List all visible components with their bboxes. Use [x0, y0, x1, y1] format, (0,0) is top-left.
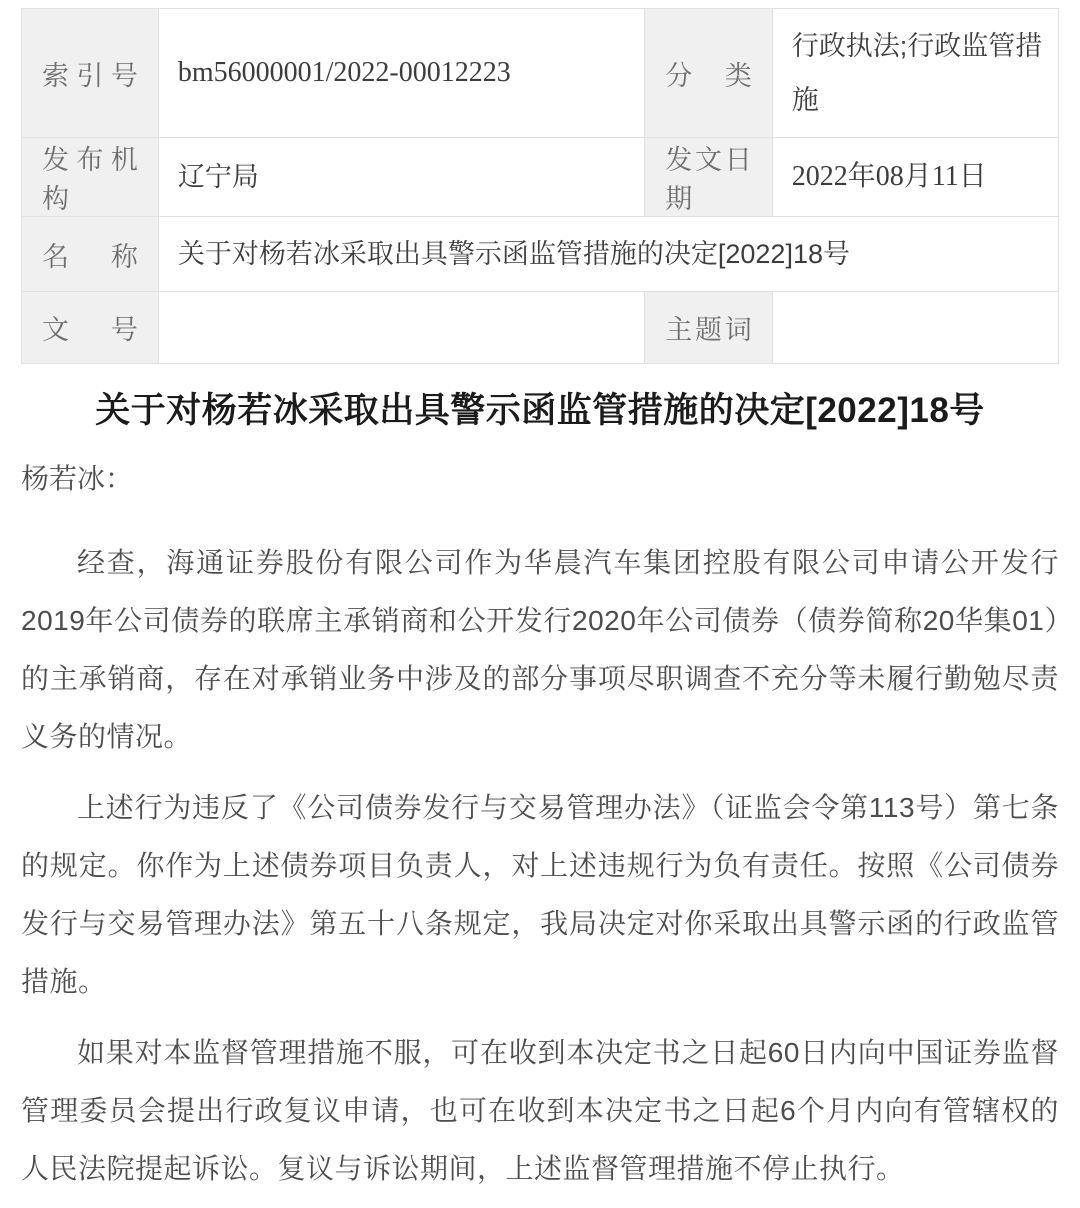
publish-date-value: 2022年08月11日 [772, 138, 1058, 217]
meta-row-issuer-date [22, 138, 1059, 217]
subject-value [772, 292, 1058, 364]
subject-label: 主题词 [665, 315, 752, 345]
name-value: 关于对杨若冰采取出具警示函监管措施的决定[2022]18号 [158, 217, 1058, 292]
meta-row-docnumber-subject [22, 292, 1059, 364]
doc-number-label-cell [22, 292, 159, 364]
index-label: 索引号 [42, 60, 138, 91]
index-label-cell [22, 9, 159, 138]
category-value: 行政执法;行政监管措施 [772, 9, 1058, 138]
paragraph-appeal-rights: 如果对本监督管理措施不服，可在收到本决定书之日起60日内向中国证券监督管理委员会提出行政复议申请，也可在收到本决定书之日起6个月内向有管辖权的人民法院提起诉讼。复议与诉讼期间，上述监督管理措施不停止执行。 [21, 1037, 1059, 1184]
issuer-value: 辽宁局 [158, 138, 644, 217]
category-label-cell [645, 9, 773, 138]
publish-date-label: 发文日期 [665, 145, 752, 214]
issuer-label-cell [22, 138, 159, 217]
paragraph-findings: 经查，海通证券股份有限公司作为华晨汽车集团控股有限公司申请公开发行2019年公司债券的联席主承销商和公开发行2020年公司债券（债券简称20华集01）的主承销商，存在对承销业务中涉及的部分事项尽职调查不充分等未履行勤勉尽责义务的情况。 [21, 547, 1059, 752]
issuer-label: 发布机构 [42, 145, 138, 214]
doc-number-label: 文号 [42, 315, 138, 345]
name-label-cell [22, 217, 159, 292]
publish-date-label-cell [645, 138, 773, 217]
paragraph-decision: 上述行为违反了《公司债券发行与交易管理办法》（证监会令第113号）第七条的规定。你作为上述债券项目负责人，对上述违规行为负有责任。按照《公司债券发行与交易管理办法》第五十八条规定，我局决定对你采取出具警示函的行政监管措施。 [21, 792, 1059, 997]
meta-row-name [22, 217, 1059, 292]
salutation: 杨若冰： [21, 463, 134, 494]
category-label: 分类 [665, 60, 752, 91]
subject-label-cell [645, 292, 773, 364]
index-value: bm56000001/2022-00012223 [158, 9, 644, 138]
meta-row-index-category [22, 9, 1059, 138]
doc-number-value [158, 292, 644, 364]
meta-table [21, 8, 1059, 364]
document-title: 关于对杨若冰采取出具警示函监管措施的决定[2022]18号 [95, 391, 985, 430]
name-label: 名称 [42, 241, 138, 272]
